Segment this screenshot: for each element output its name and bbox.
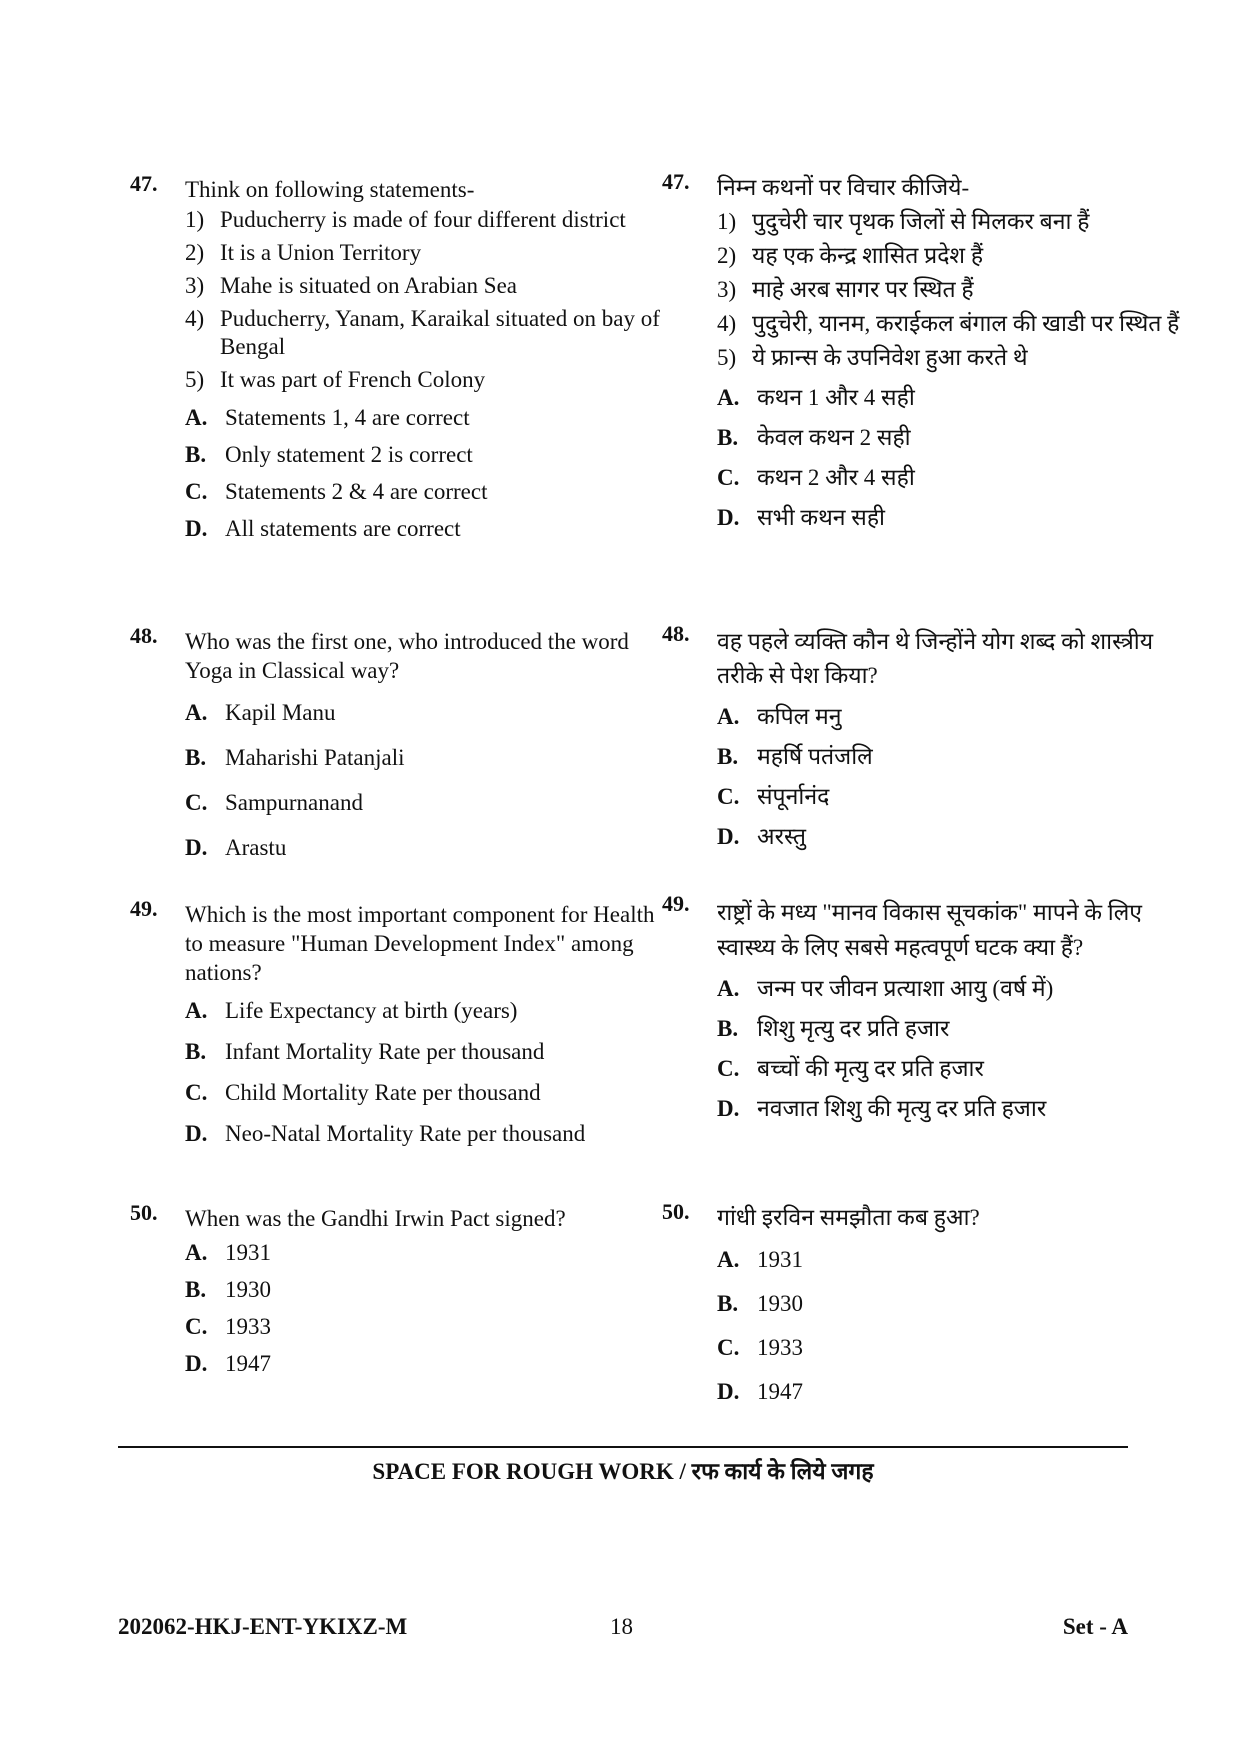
question-number: 50. bbox=[130, 1200, 158, 1225]
statement-number: 4) bbox=[717, 311, 737, 336]
question-number: 49. bbox=[662, 891, 690, 916]
set-label: Set - A bbox=[1062, 1614, 1128, 1639]
statement-text: ये फ्रान्स के उपनिवेश हुआ करते थे bbox=[752, 345, 1028, 370]
option-letter: C. bbox=[185, 790, 208, 815]
option-letter: C. bbox=[185, 1080, 208, 1105]
option-d[interactable] bbox=[717, 823, 1197, 851]
question-text: वह पहले व्यक्ति कौन थे जिन्होंने योग शब्द को शास्त्रीय तरीके से पेश किया? bbox=[717, 629, 1154, 688]
option-text: 1933 bbox=[757, 1335, 803, 1360]
statement-text: Puducherry is made of four different district bbox=[220, 207, 626, 232]
option-c[interactable] bbox=[185, 478, 665, 506]
option-letter: D. bbox=[185, 516, 208, 541]
question-49-hi bbox=[662, 891, 1197, 1123]
option-letter: B. bbox=[717, 425, 739, 450]
option-text: अरस्तु bbox=[757, 824, 807, 849]
option-letter: C. bbox=[185, 479, 208, 504]
option-text: Statements 1, 4 are correct bbox=[225, 405, 470, 430]
statement-item bbox=[717, 310, 1197, 338]
option-d[interactable] bbox=[185, 834, 665, 862]
option-letter: A. bbox=[185, 998, 208, 1023]
option-a[interactable] bbox=[185, 404, 665, 432]
statement-text: यह एक केन्द्र शासित प्रदेश हैं bbox=[752, 243, 984, 268]
question-text: निम्न कथनों पर विचार कीजिये- bbox=[717, 175, 970, 200]
option-letter: A. bbox=[185, 405, 208, 430]
statement-item bbox=[185, 239, 665, 267]
option-d[interactable] bbox=[185, 1120, 665, 1148]
statement-text: It is a Union Territory bbox=[220, 240, 422, 265]
option-letter: D. bbox=[185, 835, 208, 860]
option-text: संपूर्नानंद bbox=[757, 784, 830, 809]
option-c[interactable] bbox=[717, 464, 1197, 492]
option-letter: C. bbox=[717, 465, 740, 490]
option-b[interactable] bbox=[185, 441, 665, 469]
option-text: कपिल मनु bbox=[757, 704, 842, 729]
question-49-en bbox=[130, 896, 665, 1148]
option-b[interactable] bbox=[717, 424, 1197, 452]
question-number: 49. bbox=[130, 896, 158, 921]
statement-item bbox=[185, 366, 665, 394]
option-letter: D. bbox=[717, 824, 740, 849]
statement-item bbox=[185, 272, 665, 300]
statement-number: 4) bbox=[185, 306, 205, 331]
option-d[interactable] bbox=[185, 1350, 665, 1378]
option-letter: D. bbox=[717, 1379, 740, 1404]
option-letter: C. bbox=[185, 1314, 208, 1339]
option-c[interactable] bbox=[717, 1055, 1197, 1083]
section-divider bbox=[118, 1446, 1128, 1448]
option-d[interactable] bbox=[717, 1378, 1197, 1406]
option-text: नवजात शिशु की मृत्यु दर प्रति हजार bbox=[757, 1096, 1047, 1121]
question-47-hi bbox=[662, 169, 1197, 532]
question-50-en bbox=[130, 1200, 665, 1378]
option-text: Only statement 2 is correct bbox=[225, 442, 473, 467]
option-text: Arastu bbox=[225, 835, 287, 860]
option-text: 1933 bbox=[225, 1314, 271, 1339]
option-c[interactable] bbox=[717, 1334, 1197, 1362]
option-letter: B. bbox=[717, 1016, 739, 1041]
statement-number: 5) bbox=[185, 367, 205, 392]
option-letter: A. bbox=[717, 385, 740, 410]
option-b[interactable] bbox=[717, 743, 1197, 771]
option-b[interactable] bbox=[185, 1038, 665, 1066]
option-c[interactable] bbox=[185, 1079, 665, 1107]
option-letter: C. bbox=[717, 784, 740, 809]
question-text: गांधी इरविन समझौता कब हुआ? bbox=[717, 1205, 980, 1230]
statement-text: Puducherry, Yanam, Karaikal situated on bay of Bengal bbox=[220, 306, 660, 359]
statement-number: 2) bbox=[717, 243, 737, 268]
option-d[interactable] bbox=[717, 504, 1197, 532]
statement-number: 5) bbox=[717, 345, 737, 370]
option-letter: D. bbox=[717, 505, 740, 530]
rough-work-heading: SPACE FOR ROUGH WORK / रफ कार्य के लिये जगह bbox=[372, 1459, 874, 1484]
option-text: 1930 bbox=[225, 1277, 271, 1302]
option-letter: D. bbox=[717, 1096, 740, 1121]
option-text: 1931 bbox=[757, 1247, 803, 1272]
statement-text: It was part of French Colony bbox=[220, 367, 486, 392]
option-a[interactable] bbox=[717, 975, 1197, 1003]
statement-item bbox=[185, 305, 665, 361]
question-text: Think on following statements- bbox=[185, 177, 475, 202]
question-number: 47. bbox=[662, 169, 690, 194]
option-text: Neo-Natal Mortality Rate per thousand bbox=[225, 1121, 586, 1146]
option-b[interactable] bbox=[717, 1290, 1197, 1318]
option-text: Infant Mortality Rate per thousand bbox=[225, 1039, 545, 1064]
statement-number: 2) bbox=[185, 240, 205, 265]
question-48-en bbox=[130, 623, 665, 862]
question-number: 48. bbox=[130, 623, 158, 648]
option-a[interactable] bbox=[717, 384, 1197, 412]
option-letter: B. bbox=[185, 1039, 207, 1064]
statement-item bbox=[717, 276, 1197, 304]
option-text: बच्चों की मृत्यु दर प्रति हजार bbox=[757, 1056, 984, 1081]
option-text: शिशु मृत्यु दर प्रति हजार bbox=[757, 1016, 950, 1041]
statement-text: पुदुचेरी, यानम, कराईकल बंगाल की खाडी पर स्थित हैं bbox=[752, 311, 1180, 336]
statement-number: 1) bbox=[185, 207, 205, 232]
statement-list bbox=[717, 208, 1197, 372]
option-text: All statements are correct bbox=[225, 516, 461, 541]
statement-text: Mahe is situated on Arabian Sea bbox=[220, 273, 518, 298]
option-letter: D. bbox=[185, 1121, 208, 1146]
statement-text: पुदुचेरी चार पृथक जिलों से मिलकर बना हैं bbox=[752, 209, 1090, 234]
option-b[interactable] bbox=[185, 744, 665, 772]
statement-number: 3) bbox=[185, 273, 205, 298]
option-text: Sampurnanand bbox=[225, 790, 363, 815]
option-letter: A. bbox=[717, 704, 740, 729]
question-text: Which is the most important component for Health to measure "Human Development Index" among nations? bbox=[185, 902, 655, 985]
option-c[interactable] bbox=[185, 789, 665, 817]
option-letter: B. bbox=[185, 745, 207, 770]
option-a[interactable] bbox=[717, 1246, 1197, 1274]
option-letter: A. bbox=[717, 976, 740, 1001]
question-number: 47. bbox=[130, 171, 158, 196]
option-letter: C. bbox=[717, 1056, 740, 1081]
option-c[interactable] bbox=[185, 1313, 665, 1341]
option-text: Life Expectancy at birth (years) bbox=[225, 998, 518, 1023]
question-text: Who was the first one, who introduced the word Yoga in Classical way? bbox=[185, 629, 629, 683]
statement-item bbox=[717, 242, 1197, 270]
option-c[interactable] bbox=[717, 783, 1197, 811]
option-a[interactable] bbox=[185, 997, 665, 1025]
question-text: When was the Gandhi Irwin Pact signed? bbox=[185, 1206, 566, 1231]
option-d[interactable] bbox=[717, 1095, 1197, 1123]
page-number: 18 bbox=[610, 1614, 633, 1639]
statement-list bbox=[185, 206, 665, 394]
option-text: 1947 bbox=[225, 1351, 271, 1376]
option-text: Kapil Manu bbox=[225, 700, 336, 725]
option-letter: C. bbox=[717, 1335, 740, 1360]
question-text: राष्ट्रों के मध्य "मानव विकास सूचकांक" मापने के लिए स्वास्थ्य के लिए सबसे महत्वपूर्ण घटक क्या हैं? bbox=[717, 900, 1143, 960]
option-b[interactable] bbox=[717, 1015, 1197, 1043]
option-letter: A. bbox=[185, 700, 208, 725]
statement-item bbox=[717, 208, 1197, 236]
option-letter: A. bbox=[717, 1247, 740, 1272]
option-letter: B. bbox=[717, 1291, 739, 1316]
option-text: Statements 2 & 4 are correct bbox=[225, 479, 488, 504]
option-text: Maharishi Patanjali bbox=[225, 745, 405, 770]
option-text: कथन 2 और 4 सही bbox=[757, 465, 915, 490]
option-text: 1931 bbox=[225, 1240, 271, 1265]
question-number: 48. bbox=[662, 621, 690, 646]
option-text: सभी कथन सही bbox=[757, 505, 886, 530]
option-letter: A. bbox=[185, 1240, 208, 1265]
question-50-hi bbox=[662, 1199, 1197, 1406]
option-text: महर्षि पतंजलि bbox=[757, 744, 873, 769]
statement-number: 1) bbox=[717, 209, 737, 234]
statement-item bbox=[717, 344, 1197, 372]
question-47-en bbox=[130, 171, 665, 543]
question-number: 50. bbox=[662, 1199, 690, 1224]
option-text: 1947 bbox=[757, 1379, 803, 1404]
option-letter: B. bbox=[717, 744, 739, 769]
option-text: कथन 1 और 4 सही bbox=[757, 385, 915, 410]
option-a[interactable] bbox=[717, 703, 1197, 731]
option-a[interactable] bbox=[185, 699, 665, 727]
option-d[interactable] bbox=[185, 515, 665, 543]
option-text: 1930 bbox=[757, 1291, 803, 1316]
option-text: जन्म पर जीवन प्रत्याशा आयु (वर्ष में) bbox=[757, 976, 1054, 1001]
option-text: केवल कथन 2 सही bbox=[757, 425, 911, 450]
statement-text: माहे अरब सागर पर स्थित हैं bbox=[752, 277, 974, 302]
option-b[interactable] bbox=[185, 1276, 665, 1304]
option-text: Child Mortality Rate per thousand bbox=[225, 1080, 541, 1105]
option-letter: B. bbox=[185, 1277, 207, 1302]
paper-code: 202062-HKJ-ENT-YKIXZ-M bbox=[118, 1614, 408, 1639]
option-a[interactable] bbox=[185, 1239, 665, 1267]
option-letter: B. bbox=[185, 442, 207, 467]
statement-number: 3) bbox=[717, 277, 737, 302]
statement-item bbox=[185, 206, 665, 234]
option-letter: D. bbox=[185, 1351, 208, 1376]
question-48-hi bbox=[662, 621, 1197, 851]
